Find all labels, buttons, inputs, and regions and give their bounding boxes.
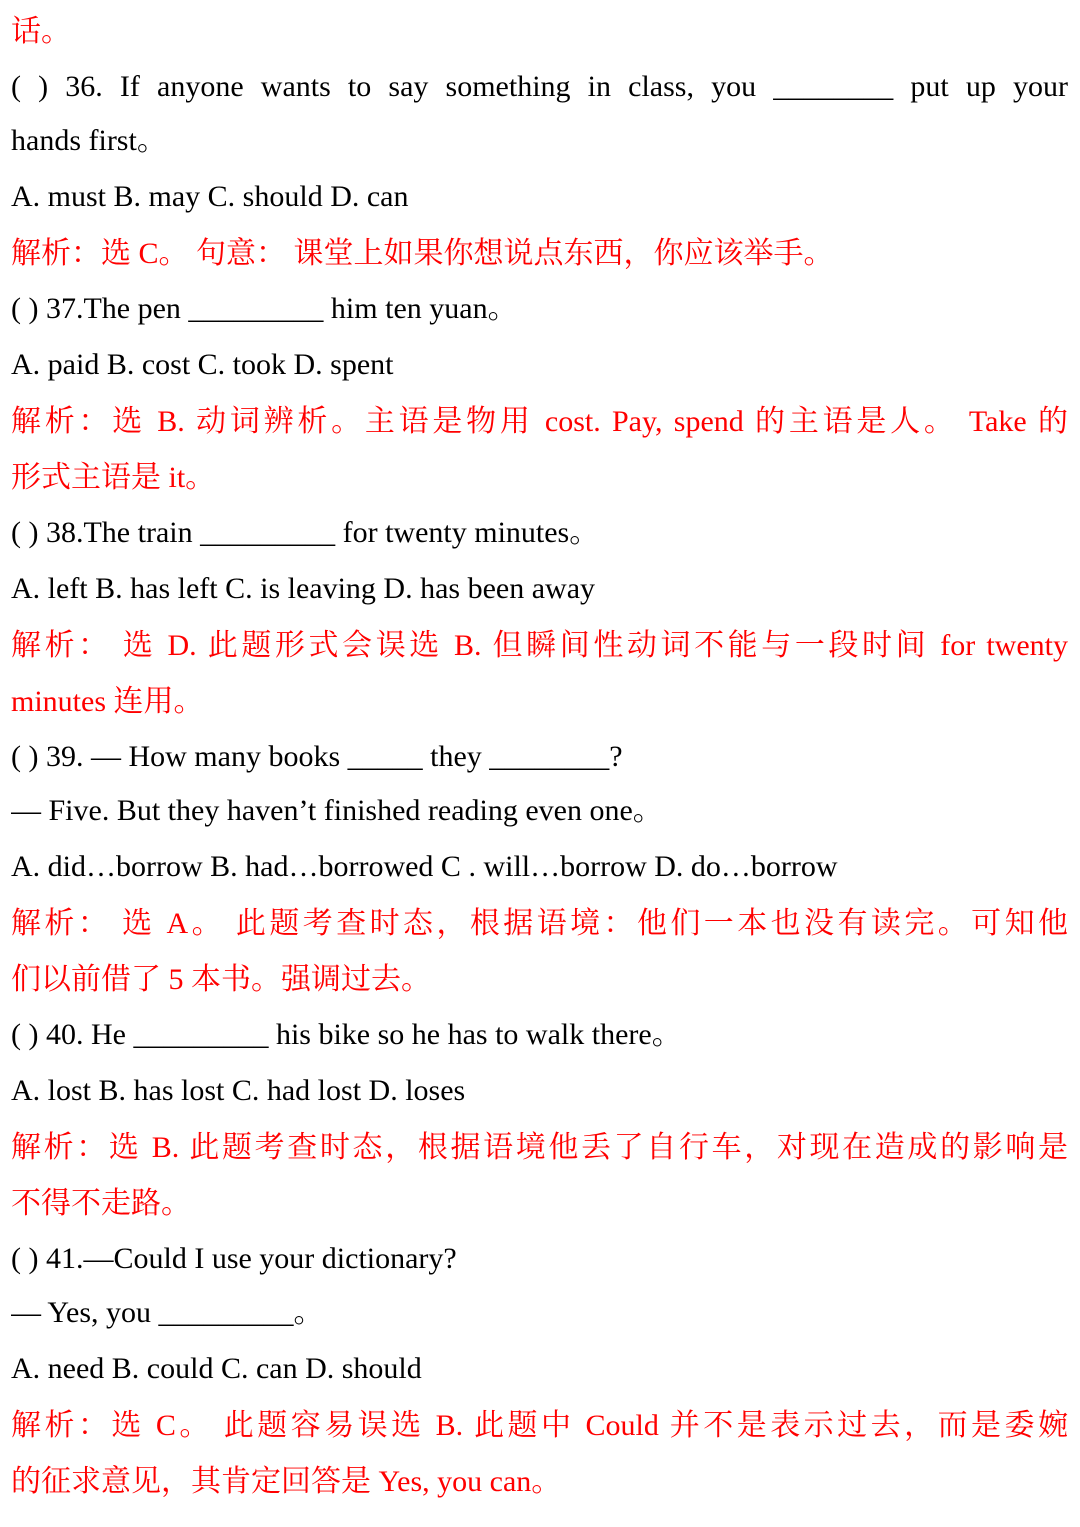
question-39-reply: — Five. But they haven’t finished reading even one。	[11, 794, 663, 827]
question-39-options: A. did…borrow B. had…borrowed C . will…borrow D. do…borrow	[11, 850, 838, 883]
question-37-analysis: 解析：选 B. 动词辨析。主语是物用 cost. Pay, spend 的主语是人。 Take 的	[11, 405, 1068, 438]
question-39-analysis: 解析： 选 A。 此题考查时态，根据语境：他们一本也没有读完。可知他	[11, 907, 1068, 940]
question-38-stem: ( ) 38.The train _________ for twenty minutes。	[11, 516, 600, 549]
question-40-stem: ( ) 40. He _________ his bike so he has to walk there。	[11, 1018, 682, 1051]
question-36-stem: ( ) 36. If anyone wants to say something in class, you ________ put up your	[11, 70, 1068, 103]
question-38-analysis: 解析： 选 D. 此题形式会误选 B. 但瞬间性动词不能与一段时间 for twenty	[11, 629, 1068, 662]
question-36-stem-cont: hands first。	[11, 124, 167, 157]
question-41-reply: — Yes, you _________。	[11, 1296, 324, 1329]
question-39-stem: ( ) 39. — How many books _____ they ________?	[11, 740, 623, 773]
question-41-stem: ( ) 41.—Could I use your dictionary?	[11, 1242, 457, 1275]
question-36-analysis: 解析：选 C。 句意： 课堂上如果你想说点东西，你应该举手。	[11, 237, 834, 270]
question-40-options: A. lost B. has lost C. had lost D. loses	[11, 1074, 466, 1107]
question-37-analysis-cont: 形式主语是 it。	[11, 461, 216, 494]
question-39-analysis-cont: 们以前借了 5 本书。强调过去。	[11, 963, 431, 996]
question-41-analysis: 解析：选 C。 此题容易误选 B. 此题中 Could 并不是表示过去，而是委婉	[11, 1409, 1068, 1442]
question-41-analysis-cont: 的征求意见，其肯定回答是 Yes, you can。	[11, 1465, 562, 1498]
question-38-options: A. left B. has left C. is leaving D. has been away	[11, 572, 596, 605]
question-38-analysis-cont: minutes 连用。	[11, 685, 204, 718]
question-40-analysis-cont: 不得不走路。	[11, 1187, 191, 1220]
question-40-analysis: 解析：选 B. 此题考查时态，根据语境他丢了自行车，对现在造成的影响是	[11, 1131, 1068, 1164]
question-37-stem: ( ) 37.The pen _________ him ten yuan。	[11, 292, 518, 325]
question-41-options: A. need B. could C. can D. should	[11, 1352, 422, 1385]
question-36-options: A. must B. may C. should D. can	[11, 180, 409, 213]
question-37-options: A. paid B. cost C. took D. spent	[11, 348, 394, 381]
analysis-tail-line: 话。	[11, 15, 71, 48]
